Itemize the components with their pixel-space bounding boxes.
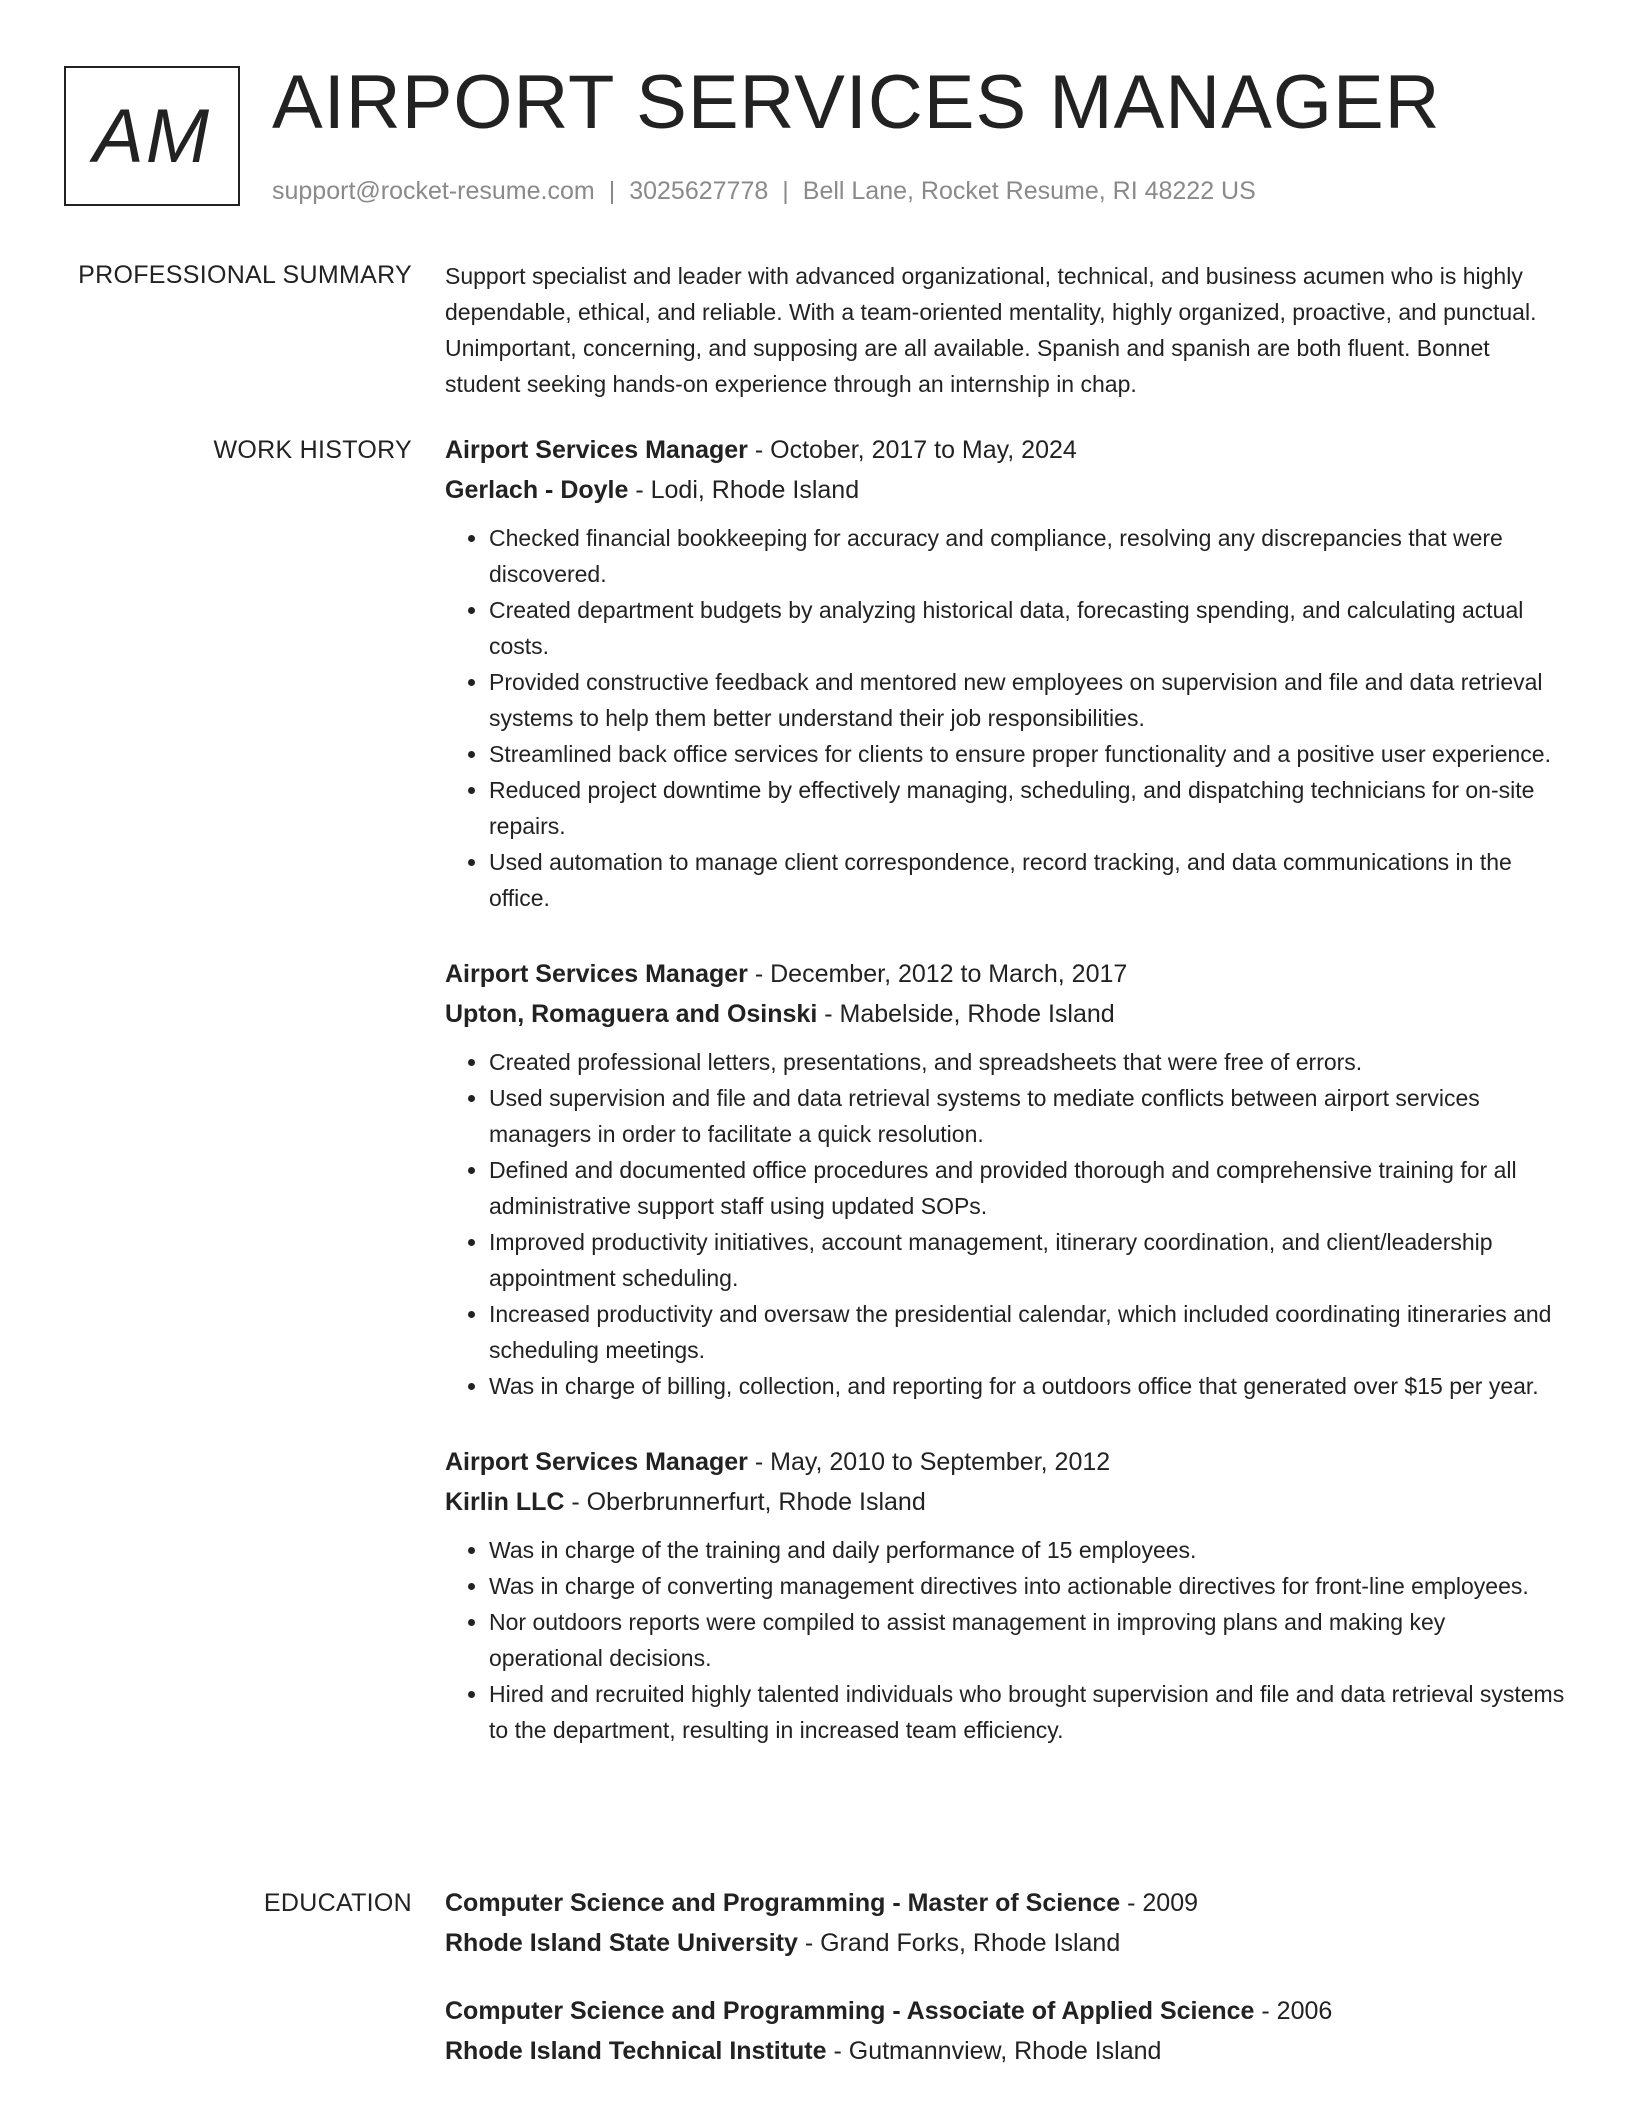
monogram: AM bbox=[64, 66, 240, 206]
job-bullets bbox=[445, 1532, 1565, 1748]
bullet-item: • Hired and recruited highly talented individuals who brought supervision and file and data retrieval systems to the department, resulting in increased team efficiency. bbox=[489, 1676, 1565, 1748]
school-location: - Gutmannview, Rhode Island bbox=[826, 2037, 1162, 2065]
education-entry bbox=[445, 1883, 1565, 1963]
bullet-item: • Provided constructive feedback and mentored new employees on supervision and file and data retrieval systems to help them better understand their job responsibilities. bbox=[489, 664, 1565, 736]
bullet-item: • Increased productivity and oversaw the presidential calendar, which included coordinating itineraries and scheduling meetings. bbox=[489, 1296, 1565, 1368]
job-location: - Lodi, Rhode Island bbox=[628, 476, 860, 504]
degree-name: Computer Science and Programming - Associate of Applied Science bbox=[445, 1997, 1255, 2025]
phone-text: 3025627778 bbox=[629, 177, 769, 205]
work-history-section bbox=[445, 430, 1565, 1786]
bullet-item: • Used supervision and file and data retrieval systems to mediate conflicts between airport services managers in order to facilitate a quick resolution. bbox=[489, 1080, 1565, 1152]
job-entry bbox=[445, 954, 1565, 1404]
job-entry bbox=[445, 1442, 1565, 1748]
job-company: Upton, Romaguera and Osinski bbox=[445, 1000, 818, 1028]
contact-line bbox=[272, 174, 1256, 208]
degree-line bbox=[445, 1991, 1565, 2031]
job-bullets bbox=[445, 520, 1565, 916]
job-title-line bbox=[445, 1442, 1565, 1482]
bullet-item: • Improved productivity initiatives, account management, itinerary coordination, and client/leadership appointment scheduling. bbox=[489, 1224, 1565, 1296]
summary-section bbox=[445, 258, 1565, 402]
job-company-line bbox=[445, 994, 1565, 1034]
school-name: Rhode Island Technical Institute bbox=[445, 2037, 827, 2065]
school-name: Rhode Island State University bbox=[445, 1929, 798, 1957]
bullet-item: • Checked financial bookkeeping for accuracy and compliance, resolving any discrepancies that were discovered. bbox=[489, 520, 1565, 592]
job-entry bbox=[445, 430, 1565, 916]
school-line bbox=[445, 2031, 1565, 2071]
job-title-line bbox=[445, 954, 1565, 994]
bullet-item: • Reduced project downtime by effectively managing, scheduling, and dispatching technicians for on-site repairs. bbox=[489, 772, 1565, 844]
degree-year: - 2006 bbox=[1254, 1997, 1333, 2025]
job-dates: - May, 2010 to September, 2012 bbox=[747, 1448, 1111, 1476]
job-title: Airport Services Manager bbox=[445, 1448, 748, 1476]
job-location: - Mabelside, Rhode Island bbox=[817, 1000, 1115, 1028]
job-bullets bbox=[445, 1044, 1565, 1404]
education-section bbox=[445, 1883, 1565, 2099]
school-line bbox=[445, 1923, 1565, 1963]
bullet-item: • Was in charge of the training and daily performance of 15 employees. bbox=[489, 1532, 1565, 1568]
job-title: Airport Services Manager bbox=[445, 960, 748, 988]
bullet-item: • Used automation to manage client correspondence, record tracking, and data communications in the office. bbox=[489, 844, 1565, 916]
job-dates: - October, 2017 to May, 2024 bbox=[747, 436, 1077, 464]
job-company: Gerlach - Doyle bbox=[445, 476, 629, 504]
address-text: Bell Lane, Rocket Resume, RI 48222 US bbox=[802, 177, 1256, 205]
bullet-item: • Created department budgets by analyzing historical data, forecasting spending, and calculating actual costs. bbox=[489, 592, 1565, 664]
education-label: EDUCATION bbox=[263, 1889, 412, 1917]
bullet-item: • Nor outdoors reports were compiled to assist management in improving plans and making key operational decisions. bbox=[489, 1604, 1565, 1676]
education-entry bbox=[445, 1991, 1565, 2071]
job-title-line bbox=[445, 430, 1565, 470]
job-dates: - December, 2012 to March, 2017 bbox=[747, 960, 1128, 988]
email-text: support@rocket-resume.com bbox=[272, 177, 595, 205]
job-title: Airport Services Manager bbox=[445, 436, 748, 464]
work-history-label: WORK HISTORY bbox=[213, 436, 412, 464]
degree-year: - 2009 bbox=[1120, 1889, 1199, 1917]
job-location: - Oberbrunnerfurt, Rhode Island bbox=[564, 1488, 926, 1516]
bullet-item: • Was in charge of converting management directives into actionable directives for front-line employees. bbox=[489, 1568, 1565, 1604]
contact-separator: | bbox=[608, 177, 616, 205]
job-company-line bbox=[445, 1482, 1565, 1522]
bullet-item: • Created professional letters, presentations, and spreadsheets that were free of errors. bbox=[489, 1044, 1565, 1080]
degree-line bbox=[445, 1883, 1565, 1923]
bullet-item: • Streamlined back office services for clients to ensure proper functionality and a positive user experience. bbox=[489, 736, 1565, 772]
degree-name: Computer Science and Programming - Master of Science bbox=[445, 1889, 1121, 1917]
summary-text: Support specialist and leader with advanced organizational, technical, and business acumen who is highly dependable, ethical, and reliable. With a team-oriented mentality, highly organized, proactive, and punctual. Unimportant, concerning, and supposing are all available. Spanish and spanish are both fluent. Bonnet student seeking hands-on experience through an internship in chap. bbox=[445, 263, 1537, 397]
bullet-item: • Was in charge of billing, collection, and reporting for a outdoors office that generated over $15 per year. bbox=[489, 1368, 1565, 1404]
page-title: AIRPORT SERVICES MANAGER bbox=[272, 60, 1441, 145]
school-location: - Grand Forks, Rhode Island bbox=[797, 1929, 1121, 1957]
contact-separator: | bbox=[782, 177, 789, 205]
job-company-line bbox=[445, 470, 1565, 510]
summary-label: PROFESSIONAL SUMMARY bbox=[78, 261, 412, 289]
bullet-item: • Defined and documented office procedures and provided thorough and comprehensive training for all administrative support staff using updated SOPs. bbox=[489, 1152, 1565, 1224]
job-company: Kirlin LLC bbox=[445, 1488, 565, 1516]
